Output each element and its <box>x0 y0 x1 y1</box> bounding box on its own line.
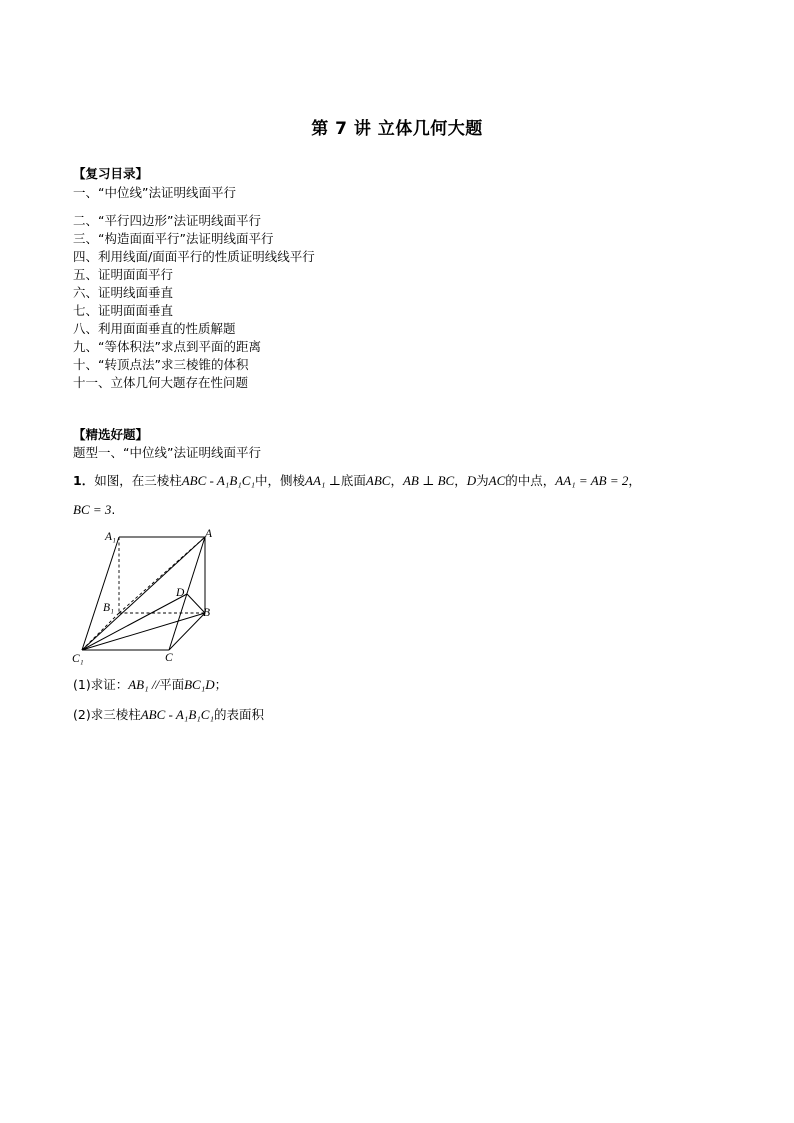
review-item: 十一、立体几何大题存在性问题 <box>73 375 249 390</box>
problem-text: 如图，在三棱柱 <box>94 473 182 488</box>
label-c: C <box>165 652 173 664</box>
review-item: 六、证明线面垂直 <box>73 285 174 300</box>
review-item: 三、“构造面面平行”法证明线面平行 <box>73 231 274 246</box>
label-c1: C₁ <box>72 653 84 665</box>
problem-number: 1． <box>73 473 95 488</box>
problem-text: . <box>111 502 116 517</box>
problem-text: 中，侧棱 <box>254 473 305 488</box>
review-item: 八、利用面面垂直的性质解题 <box>73 321 236 336</box>
problem-text: 为 <box>476 473 489 488</box>
selected-heading: 【精选好题】 <box>73 427 149 442</box>
review-item: 十、“转顶点法”求三棱锥的体积 <box>73 357 249 372</box>
math-expression: ABC <box>365 473 391 488</box>
question-label: (1)求证： <box>73 677 129 692</box>
problem-text: ， <box>390 473 403 488</box>
math-expression: AA₁ ⊥ <box>305 473 341 488</box>
question-text: ； <box>214 677 228 692</box>
review-item: 五、证明面面平行 <box>73 267 174 282</box>
review-item: 一、“中位线”法证明线面平行 <box>73 185 236 200</box>
page-title: 第 7 讲 立体几何大题 <box>311 119 483 139</box>
review-heading: 【复习目录】 <box>73 166 149 181</box>
math-expression: AB ⊥ BC <box>402 473 455 488</box>
problem-statement <box>73 473 641 489</box>
math-expression: BC₁D <box>184 677 215 692</box>
problem-text: 底面 <box>340 473 366 488</box>
problem-text: ， <box>628 473 641 488</box>
review-item: 四、利用线面/面面平行的性质证明线线平行 <box>73 249 315 264</box>
review-item: 九、“等体积法”求点到平面的距离 <box>73 339 261 354</box>
math-expression: AA₁ = AB = 2 <box>555 473 629 488</box>
math-expression: AC <box>488 473 506 488</box>
question-text: 的表面积 <box>213 707 264 722</box>
label-d: D <box>176 587 185 599</box>
question-2 <box>73 707 264 723</box>
problem-text: ， <box>454 473 467 488</box>
question-label: (2)求三棱柱 <box>73 707 141 722</box>
question-text: 平面 <box>159 677 185 692</box>
math-expression: AB₁ // <box>128 677 160 692</box>
math-expression: ABC - A₁B₁C₁ <box>181 473 255 488</box>
math-expression: ABC - A₁B₁C₁ <box>140 707 214 722</box>
label-b: B <box>203 607 211 619</box>
label-b1: B₁ <box>103 602 115 614</box>
math-expression: BC = 3 <box>73 502 112 517</box>
question-1 <box>73 677 227 693</box>
label-a: A <box>205 528 213 540</box>
math-expression: D <box>466 473 477 488</box>
prism-figure <box>68 524 228 670</box>
review-item: 七、证明面面垂直 <box>73 303 174 318</box>
label-a1: A₁ <box>105 531 117 543</box>
problem-text: 的中点， <box>505 473 556 488</box>
topic-heading: 题型一、“中位线”法证明线面平行 <box>73 445 261 460</box>
review-item: 二、“平行四边形”法证明线面平行 <box>73 213 261 228</box>
problem-statement-cont <box>73 502 115 518</box>
